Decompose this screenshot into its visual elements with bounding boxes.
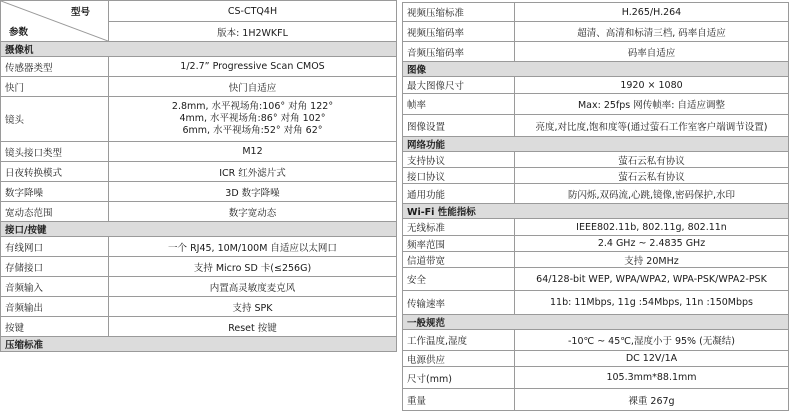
row-label: 信道带宽 xyxy=(403,252,515,268)
model-value: CS-CTQ4H xyxy=(109,1,397,22)
table-row xyxy=(403,42,789,62)
table-row xyxy=(403,115,789,137)
row-value: 3D 数字降噪 xyxy=(109,182,397,202)
table-row xyxy=(1,237,397,257)
lens-line: 4mm, 水平视场角:86° 对角 102° xyxy=(179,113,326,124)
row-label: 视频压缩标准 xyxy=(403,3,515,22)
lens-values xyxy=(109,97,397,142)
row-value: 支持 Micro SD 卡(≤256G) xyxy=(109,257,397,277)
table-row xyxy=(1,317,397,337)
row-label: 传感器类型 xyxy=(1,57,109,77)
row-label: 通用功能 xyxy=(403,184,515,204)
row-value: -10℃ ~ 45℃,湿度小于 95% (无凝结) xyxy=(515,330,789,351)
row-label: 无线标准 xyxy=(403,219,515,236)
row-value: 1/2.7” Progressive Scan CMOS xyxy=(109,57,397,77)
row-value: ICR 红外滤片式 xyxy=(109,162,397,182)
table-row xyxy=(403,351,789,367)
row-label: 镜头接口类型 xyxy=(1,142,109,162)
table-row xyxy=(403,152,789,168)
lens-line: 6mm, 水平视场角:52° 对角 62° xyxy=(182,125,323,136)
table-row xyxy=(1,57,397,77)
table-row xyxy=(1,182,397,202)
row-value: 支持 SPK xyxy=(109,297,397,317)
row-value: 超清、高清和标清三档, 码率自适应 xyxy=(515,22,789,42)
section-general: 一般规范 xyxy=(403,315,789,330)
row-label: 快门 xyxy=(1,77,109,97)
row-label: 镜头 xyxy=(1,97,109,142)
row-label: 音频输入 xyxy=(1,277,109,297)
table-row xyxy=(403,389,789,411)
row-value: 11b: 11Mbps, 11g :54Mbps, 11n :150Mbps xyxy=(515,291,789,315)
table-row xyxy=(403,291,789,315)
row-value: 支持 20MHz xyxy=(515,252,789,268)
table-row xyxy=(403,77,789,94)
row-label: 音频压缩码率 xyxy=(403,42,515,62)
table-row xyxy=(403,3,789,22)
row-value: 快门自适应 xyxy=(109,77,397,97)
row-label: 宽动态范围 xyxy=(1,202,109,222)
row-value: 萤石云私有协议 xyxy=(515,152,789,168)
row-value: 码率自适应 xyxy=(515,42,789,62)
section-compression: 压缩标准 xyxy=(1,337,397,352)
header-diagonal-cell xyxy=(1,1,109,42)
table-row xyxy=(1,97,397,142)
lens-line: 2.8mm, 水平视场角:106° 对角 122° xyxy=(171,101,334,112)
table-row xyxy=(403,367,789,389)
row-value: 防闪烁,双码流,心跳,镜像,密码保护,水印 xyxy=(515,184,789,204)
section-camera: 摄像机 xyxy=(1,42,397,57)
section-image: 图像 xyxy=(403,62,789,77)
table-row xyxy=(1,142,397,162)
table-row xyxy=(1,277,397,297)
row-value: Reset 按键 xyxy=(109,317,397,337)
table-row xyxy=(403,94,789,115)
row-label: 按键 xyxy=(1,317,109,337)
table-row xyxy=(403,168,789,184)
row-value: 亮度,对比度,饱和度等(通过萤石工作室客户端调节设置) xyxy=(515,115,789,137)
row-label: 接口协议 xyxy=(403,168,515,184)
row-value: 裸重 267g xyxy=(515,389,789,411)
table-row xyxy=(1,297,397,317)
row-label: 重量 xyxy=(403,389,515,411)
row-value: 内置高灵敏度麦克风 xyxy=(109,277,397,297)
row-label: 支持协议 xyxy=(403,152,515,168)
table-row xyxy=(403,252,789,268)
table-row xyxy=(403,184,789,204)
row-value: 64/128-bit WEP, WPA/WPA2, WPA-PSK/WPA2-PSK xyxy=(515,268,789,291)
row-value: Max: 25fps 网传帧率: 自适应调整 xyxy=(515,94,789,115)
table-row xyxy=(403,219,789,236)
row-label: 频率范围 xyxy=(403,236,515,252)
row-label: 最大图像尺寸 xyxy=(403,77,515,94)
table-row xyxy=(1,257,397,277)
section-wifi: Wi-Fi 性能指标 xyxy=(403,204,789,219)
version-value: 版本: 1H2WKFL xyxy=(109,22,397,42)
table-row xyxy=(403,236,789,252)
row-label: 存储接口 xyxy=(1,257,109,277)
section-interface: 接口/按键 xyxy=(1,222,397,237)
row-value: IEEE802.11b, 802.11g, 802.11n xyxy=(515,219,789,236)
row-label: 帧率 xyxy=(403,94,515,115)
row-label: 工作温度,湿度 xyxy=(403,330,515,351)
spec-table-right xyxy=(402,2,789,411)
table-row xyxy=(1,77,397,97)
param-label: 参数 xyxy=(9,27,29,38)
row-value: M12 xyxy=(109,142,397,162)
row-label: 图像设置 xyxy=(403,115,515,137)
model-label: 型号 xyxy=(70,7,90,18)
row-value: 一个 RJ45, 10M/100M 自适应以太网口 xyxy=(109,237,397,257)
row-value: 数字宽动态 xyxy=(109,202,397,222)
row-label: 传输速率 xyxy=(403,291,515,315)
row-value: 1920 × 1080 xyxy=(515,77,789,94)
row-value: 萤石云私有协议 xyxy=(515,168,789,184)
table-row xyxy=(403,268,789,291)
table-row xyxy=(1,162,397,182)
row-label: 安全 xyxy=(403,268,515,291)
row-label: 视频压缩码率 xyxy=(403,22,515,42)
row-label: 电源供应 xyxy=(403,351,515,367)
table-row xyxy=(1,202,397,222)
row-value: 105.3mm*88.1mm xyxy=(515,367,789,389)
row-label: 数字降噪 xyxy=(1,182,109,202)
section-network: 网络功能 xyxy=(403,137,789,152)
spec-table-left xyxy=(0,0,397,352)
row-label: 有线网口 xyxy=(1,237,109,257)
row-label: 音频输出 xyxy=(1,297,109,317)
table-row xyxy=(403,22,789,42)
row-value: DC 12V/1A xyxy=(515,351,789,367)
row-value: H.265/H.264 xyxy=(515,3,789,22)
row-label: 日夜转换模式 xyxy=(1,162,109,182)
row-value: 2.4 GHz ~ 2.4835 GHz xyxy=(515,236,789,252)
row-label: 尺寸(mm) xyxy=(403,367,515,389)
table-row xyxy=(403,330,789,351)
